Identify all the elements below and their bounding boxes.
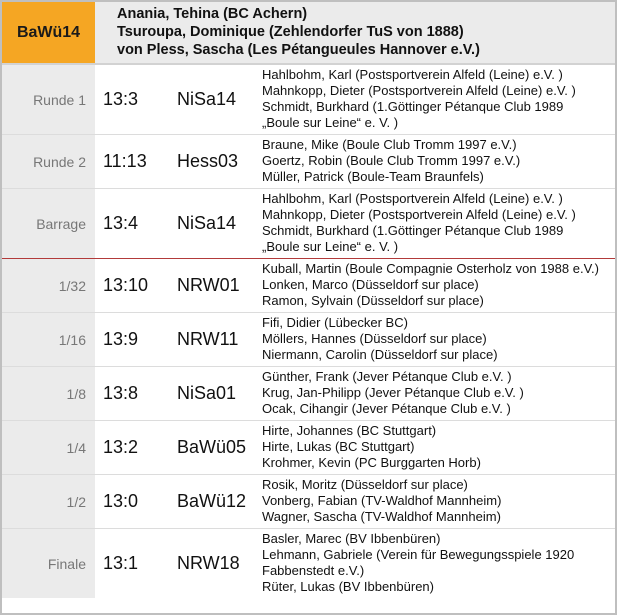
opponent-player: Rüter, Lukas (BV Ibbenbüren) xyxy=(262,579,434,594)
round-score: 13:2 xyxy=(103,437,139,457)
round-row xyxy=(2,475,615,529)
opponent-player: Müller, Patrick (Boule-Team Braunfels) xyxy=(262,169,484,184)
opponent-player: Hirte, Lukas (BC Stuttgart) xyxy=(262,439,415,454)
team-player: von Pless, Sascha (Les Pétangueules Hannover e.V.) xyxy=(117,42,480,58)
opponent-team-code: NiSa14 xyxy=(177,213,237,233)
opponent-player: Goertz, Robin (Boule Club Tromm 1997 e.V.) xyxy=(262,153,521,168)
round-label: Barrage xyxy=(2,189,95,258)
round-label: 1/16 xyxy=(2,313,95,366)
opponent-player: Hahlbohm, Karl (Postsportverein Alfeld (Leine) e.V. ) xyxy=(262,191,563,206)
opponent-player: Schmidt, Burkhard (1.Göttinger Pétanque Club 1989 „Boule sur Leine“ e. V. ) xyxy=(262,99,564,130)
opponent-player: Krug, Jan-Philipp (Jever Pétanque Club e.V. ) xyxy=(262,385,524,400)
opponent-player: Rosik, Moritz (Düsseldorf sur place) xyxy=(262,477,468,492)
opponent-player: Schmidt, Burkhard (1.Göttinger Pétanque Club 1989 „Boule sur Leine“ e. V. ) xyxy=(262,223,564,254)
round-label: 1/2 xyxy=(2,475,95,528)
opponent-player: Braune, Mike (Boule Club Tromm 1997 e.V.) xyxy=(262,137,517,152)
opponent-team-code: NiSa01 xyxy=(177,383,237,403)
round-score: 13:10 xyxy=(103,275,149,295)
opponent-player-list xyxy=(262,135,602,188)
round-row xyxy=(2,259,615,313)
opponent-player-list xyxy=(262,475,602,528)
opponent-player-list xyxy=(262,529,602,598)
opponent-player: Ramon, Sylvain (Düsseldorf sur place) xyxy=(262,293,484,308)
team-player: Anania, Tehina (BC Achern) xyxy=(117,6,308,22)
opponent-team-code: NRW11 xyxy=(177,329,239,349)
round-score: 13:1 xyxy=(103,553,139,573)
opponent-player: Hahlbohm, Karl (Postsportverein Alfeld (Leine) e.V. ) xyxy=(262,67,563,82)
opponent-player: Krohmer, Kevin (PC Burggarten Horb) xyxy=(262,455,481,470)
round-label: 1/4 xyxy=(2,421,95,474)
round-score: 13:4 xyxy=(103,213,139,233)
opponent-team-code: NRW18 xyxy=(177,553,240,573)
opponent-team-code: NiSa14 xyxy=(177,89,237,109)
opponent-player: Kuball, Martin (Boule Compagnie Osterholz von 1988 e.V.) xyxy=(262,261,599,276)
opponent-team-code: BaWü12 xyxy=(177,491,247,511)
team-player-list xyxy=(117,5,480,59)
opponent-player-list xyxy=(262,421,602,474)
opponent-player: Fifi, Didier (Lübecker BC) xyxy=(262,315,408,330)
opponent-player: Mahnkopp, Dieter (Postsportverein Alfeld (Leine) e.V. ) xyxy=(262,207,576,222)
rounds-list xyxy=(2,65,615,598)
round-score: 13:8 xyxy=(103,383,139,403)
opponent-player-list xyxy=(262,313,602,366)
opponent-player-list xyxy=(262,189,602,258)
round-label: Runde 1 xyxy=(2,65,95,134)
round-label: Runde 2 xyxy=(2,135,95,188)
round-score: 13:3 xyxy=(103,89,139,109)
round-score: 13:9 xyxy=(103,329,139,349)
round-label: Finale xyxy=(2,529,95,598)
opponent-player: Möllers, Hannes (Düsseldorf sur place) xyxy=(262,331,487,346)
round-row xyxy=(2,135,615,189)
round-score: 13:0 xyxy=(103,491,139,511)
opponent-player: Günther, Frank (Jever Pétanque Club e.V. ) xyxy=(262,369,512,384)
round-row xyxy=(2,421,615,475)
opponent-player: Basler, Marec (BV Ibbenbüren) xyxy=(262,531,441,546)
opponent-player: Lehmann, Gabriele (Verein für Bewegungsspiele 1920 Fabbenstedt e.V.) xyxy=(262,547,575,578)
opponent-player: Vonberg, Fabian (TV-Waldhof Mannheim) xyxy=(262,493,502,508)
opponent-player: Lonken, Marco (Düsseldorf sur place) xyxy=(262,277,479,292)
team-player: Tsuroupa, Dominique (Zehlendorfer TuS von 1888) xyxy=(117,24,464,40)
team-header xyxy=(2,2,615,65)
opponent-player: Niermann, Carolin (Düsseldorf sur place) xyxy=(262,347,498,362)
round-row xyxy=(2,65,615,135)
opponent-team-code: BaWü05 xyxy=(177,437,247,457)
opponent-player-list xyxy=(262,259,602,312)
opponent-player: Hirte, Johannes (BC Stuttgart) xyxy=(262,423,437,438)
round-label: 1/32 xyxy=(2,259,95,312)
round-label: 1/8 xyxy=(2,367,95,420)
round-row xyxy=(2,189,615,259)
round-score: 11:13 xyxy=(103,151,147,171)
round-row xyxy=(2,313,615,367)
opponent-team-code: NRW01 xyxy=(177,275,240,295)
opponent-player: Mahnkopp, Dieter (Postsportverein Alfeld (Leine) e.V. ) xyxy=(262,83,576,98)
opponent-player-list xyxy=(262,367,602,420)
opponent-player: Ocak, Cihangir (Jever Pétanque Club e.V. ) xyxy=(262,401,511,416)
round-row xyxy=(2,529,615,598)
opponent-player-list xyxy=(262,65,602,134)
round-row xyxy=(2,367,615,421)
opponent-player: Wagner, Sascha (TV-Waldhof Mannheim) xyxy=(262,509,501,524)
team-code-badge: BaWü14 xyxy=(2,2,95,63)
opponent-team-code: Hess03 xyxy=(177,151,239,171)
